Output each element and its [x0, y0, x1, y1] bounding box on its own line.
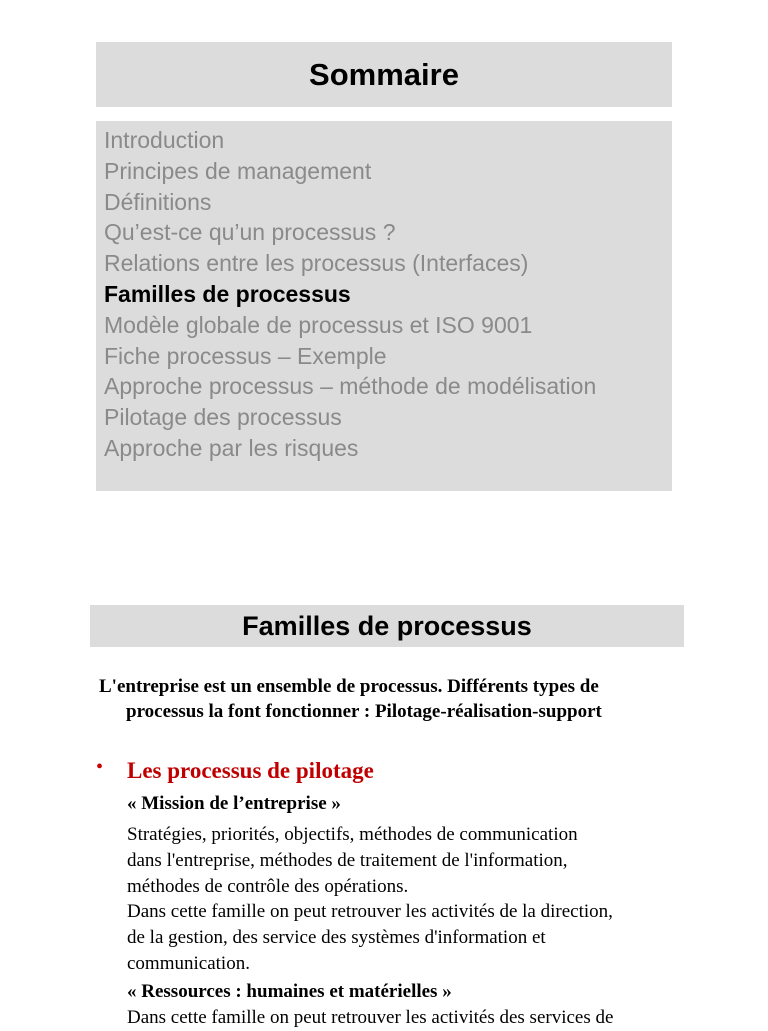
section-title-box	[90, 605, 684, 647]
intro-line: processus la font fonctionner : Pilotage-réalisation-support	[126, 701, 602, 722]
toc-item[interactable]: Principes de management	[104, 157, 372, 184]
mission-subheading: « Mission de l’entreprise »	[127, 793, 341, 814]
toc-item[interactable]: Fiche processus – Exemple	[104, 342, 387, 369]
toc-list	[96, 121, 672, 464]
paragraph-line: méthodes de contrôle des opérations.	[127, 875, 409, 897]
pilotage-paragraph	[127, 822, 687, 977]
intro-text	[99, 674, 689, 724]
pilotage-heading: Les processus de pilotage	[127, 758, 374, 783]
paragraph-line: Stratégies, priorités, objectifs, méthodes de communication	[127, 824, 578, 845]
resources-paragraph: Dans cette famille on peut retrouver les activités des services de	[127, 1007, 614, 1028]
paragraph-line: communication.	[127, 952, 250, 974]
toc-item[interactable]: Définitions	[104, 188, 212, 215]
summary-title: Sommaire	[309, 56, 459, 92]
summary-title-box	[96, 42, 672, 107]
toc-item[interactable]: Approche processus – méthode de modélisation	[104, 373, 597, 400]
toc-item-active[interactable]: Familles de processus	[104, 280, 351, 307]
toc-item[interactable]: Qu’est-ce qu’un processus ?	[104, 219, 396, 246]
paragraph-line: dans l'entreprise, méthodes de traitement de l'information,	[127, 849, 568, 871]
toc-item[interactable]: Approche par les risques	[104, 434, 359, 461]
table-of-contents	[96, 121, 672, 491]
bullet-marker: •	[96, 756, 104, 778]
toc-item[interactable]: Modèle globale de processus et ISO 9001	[104, 311, 533, 338]
paragraph-line: de la gestion, des service des systèmes d'information et	[127, 927, 546, 949]
paragraph-line: Dans cette famille on peut retrouver les activités de la direction,	[127, 901, 613, 923]
toc-item[interactable]: Introduction	[104, 127, 225, 153]
toc-item[interactable]: Pilotage des processus	[104, 404, 342, 431]
resources-subheading: « Ressources : humaines et matérielles »	[127, 981, 452, 1002]
toc-item[interactable]: Relations entre les processus (Interfaces)	[104, 250, 529, 277]
section-title: Familles de processus	[242, 610, 532, 641]
intro-line: L'entreprise est un ensemble de processus. Différents types de	[99, 676, 599, 697]
